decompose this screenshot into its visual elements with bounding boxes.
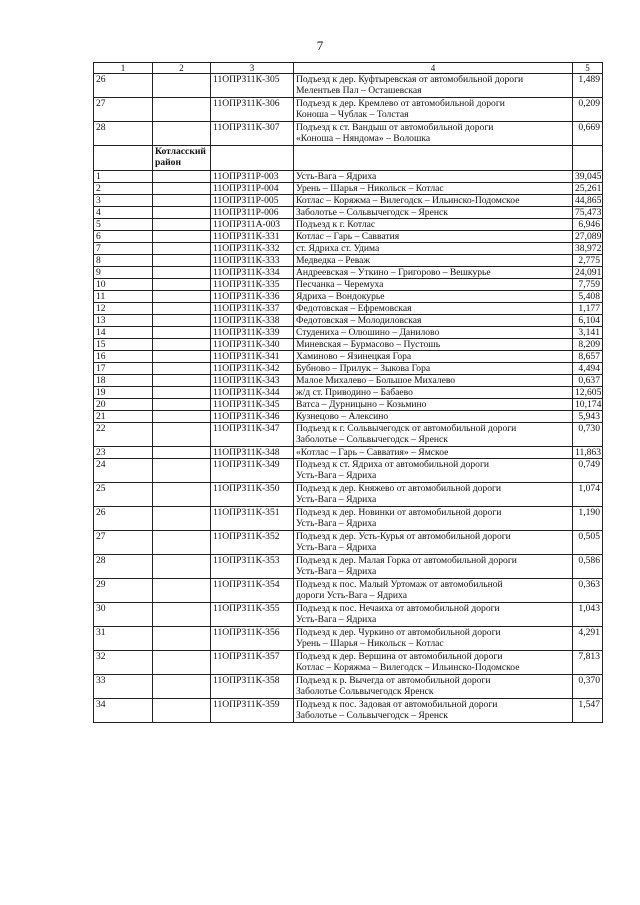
empty-cell [153, 531, 211, 555]
row-number: 9 [94, 267, 153, 279]
road-name-line: ж/д ст. Приводино – Бабаево [296, 387, 413, 398]
road-length: 4,291 [573, 627, 603, 651]
empty-cell [153, 363, 211, 375]
road-length: 1,547 [573, 699, 603, 723]
empty-cell [153, 507, 211, 531]
empty-cell [153, 291, 211, 303]
empty-cell [153, 339, 211, 351]
road-code: 11ОПРЗ11Р-005 [211, 195, 294, 207]
table-row [94, 219, 603, 231]
road-name-line: Усть-Вага – Ядриха [296, 494, 377, 505]
road-name-line: Заболотье – Сольвычегодск – Яренск [296, 710, 448, 721]
road-register-table [93, 62, 603, 723]
road-code: 11ОПРЗ11Р-004 [211, 183, 294, 195]
road-name-line: Подъезд к р. Вычегда от автомобильной дороги [296, 675, 491, 686]
road-name-line: Бубново – Прилук – Зыкова Гора [296, 363, 431, 374]
row-number: 28 [94, 122, 153, 146]
road-name [294, 315, 573, 327]
row-number: 30 [94, 603, 153, 627]
table-row [94, 171, 603, 183]
road-name [294, 651, 573, 675]
road-length: 0,730 [573, 423, 603, 447]
road-code: 11ОПРЗ11К-352 [211, 531, 294, 555]
table-row [94, 627, 603, 651]
road-name [294, 219, 573, 231]
table-row [94, 183, 603, 195]
table-row [94, 339, 603, 351]
road-name [294, 459, 573, 483]
road-code: 11ОПРЗ11А-003 [211, 219, 294, 231]
row-number: 8 [94, 255, 153, 267]
row-number: 10 [94, 279, 153, 291]
district-section [94, 146, 603, 171]
road-name [294, 375, 573, 387]
table-row [94, 399, 603, 411]
table-row [94, 447, 603, 459]
page-number: 7 [316, 38, 324, 53]
road-name-line: Усть-Вага – Ядриха [296, 470, 377, 481]
road-name-line: Подъезд к дер. Княжево от автомобильной дороги [296, 483, 502, 494]
column-header: 3 [211, 63, 294, 74]
road-length: 12,605 [573, 387, 603, 399]
road-name-line: Андреевская – Уткино – Григорово – Вешкурье [296, 267, 491, 278]
empty-cell [153, 195, 211, 207]
road-code: 11ОПРЗ11К-351 [211, 507, 294, 531]
road-code: 11ОПРЗ11К-335 [211, 279, 294, 291]
road-name-line: «Коноша – Няндома» – Волошка [296, 133, 431, 144]
empty-cell [153, 375, 211, 387]
empty-cell [153, 579, 211, 603]
road-length: 0,363 [573, 579, 603, 603]
road-length: 1,043 [573, 603, 603, 627]
road-name [294, 675, 573, 699]
row-number: 17 [94, 363, 153, 375]
road-code: 11ОПРЗ11К-358 [211, 675, 294, 699]
road-name [294, 255, 573, 267]
road-code: 11ОПРЗ11К-344 [211, 387, 294, 399]
road-code: 11ОПРЗ11К-341 [211, 351, 294, 363]
row-number: 19 [94, 387, 153, 399]
road-name-line: Подъезд к пос. Нечаиха от автомобильной дороги [296, 603, 500, 614]
row-number: 1 [94, 171, 153, 183]
row-number: 13 [94, 315, 153, 327]
road-length: 1,489 [573, 74, 603, 98]
table-row [94, 507, 603, 531]
empty-cell [153, 447, 211, 459]
road-name-line: Подъезд к пос. Малый Уртомаж от автомобильной [296, 579, 503, 590]
row-number: 27 [94, 98, 153, 122]
road-code: 11ОПРЗ11К-333 [211, 255, 294, 267]
road-name-line: Подъезд к дер. Кремлево от автомобильной дороги [296, 98, 505, 109]
road-length: 10,174 [573, 399, 603, 411]
road-code: 11ОПРЗ11К-354 [211, 579, 294, 603]
road-length: 5,943 [573, 411, 603, 423]
row-number: 15 [94, 339, 153, 351]
empty-cell [153, 399, 211, 411]
empty-cell [153, 423, 211, 447]
road-name-line: Кузнецово – Алексино [296, 411, 389, 422]
road-length: 1,190 [573, 507, 603, 531]
road-name-line: Ватса – Дурницыно – Козьмино [296, 399, 427, 410]
road-name [294, 579, 573, 603]
road-name [294, 399, 573, 411]
empty-cell [153, 122, 211, 146]
empty-cell [153, 459, 211, 483]
empty-cell [153, 231, 211, 243]
road-name-line: Подъезд к г. Сольвычегодск от автомобильной дороги [296, 423, 517, 434]
table-row [94, 327, 603, 339]
row-number: 29 [94, 579, 153, 603]
road-name [294, 122, 573, 146]
road-length: 8,657 [573, 351, 603, 363]
table-row [94, 74, 603, 98]
empty-cell [153, 411, 211, 423]
road-length: 1,177 [573, 303, 603, 315]
table-row [94, 363, 603, 375]
road-name-line: Хаминово – Язинецкая Гора [296, 351, 412, 362]
table-row [94, 411, 603, 423]
row-number: 16 [94, 351, 153, 363]
road-name-line: Студениха – Олюшино – Данилово [296, 327, 440, 338]
empty-cell [153, 651, 211, 675]
road-length: 27,089 [573, 231, 603, 243]
empty-cell [153, 675, 211, 699]
road-name [294, 98, 573, 122]
road-length: 0,209 [573, 98, 603, 122]
row-number: 12 [94, 303, 153, 315]
row-number: 26 [94, 74, 153, 98]
road-code: 11ОПРЗ11К-357 [211, 651, 294, 675]
row-number: 20 [94, 399, 153, 411]
road-name-line: Подъезд к пос. Задовая от автомобильной дороги [296, 699, 498, 710]
road-name-line: Подъезд к г. Котлас [296, 219, 376, 230]
district-header-row [94, 146, 603, 171]
road-name-line: Усть-Вага – Ядриха [296, 518, 377, 529]
road-name [294, 507, 573, 531]
table-row [94, 531, 603, 555]
table-row [94, 375, 603, 387]
table-row [94, 267, 603, 279]
table-row [94, 303, 603, 315]
empty-cell [153, 351, 211, 363]
road-length: 6,946 [573, 219, 603, 231]
road-name [294, 231, 573, 243]
road-name-line: Подъезд к дер. Чуркино от автомобильной дороги [296, 627, 501, 638]
empty-cell [94, 146, 153, 171]
road-code: 11ОПРЗ11К-337 [211, 303, 294, 315]
road-name [294, 195, 573, 207]
road-name-line: Котлас – Коряжма – Вилегодск – Ильинско-Подомское [296, 195, 520, 206]
road-name [294, 531, 573, 555]
row-number: 23 [94, 447, 153, 459]
table-row [94, 279, 603, 291]
road-name-line: ст. Ядриха ст. Удима [296, 243, 380, 254]
road-length: 0,586 [573, 555, 603, 579]
table-row [94, 699, 603, 723]
road-code: 11ОПРЗ11К-339 [211, 327, 294, 339]
road-length: 0,505 [573, 531, 603, 555]
road-code: 11ОПРЗ11К-332 [211, 243, 294, 255]
road-name [294, 387, 573, 399]
table-row [94, 675, 603, 699]
road-name [294, 291, 573, 303]
road-name-line: Подъезд к дер. Усть-Курья от автомобильной дороги [296, 531, 511, 542]
table-row [94, 555, 603, 579]
road-code: 11ОПРЗ11К-307 [211, 122, 294, 146]
road-name [294, 243, 573, 255]
road-length: 1,074 [573, 483, 603, 507]
row-number: 6 [94, 231, 153, 243]
row-number: 18 [94, 375, 153, 387]
road-name [294, 171, 573, 183]
road-length: 11,863 [573, 447, 603, 459]
road-name-line: Урень – Шарья – Никольск – Котлас [296, 183, 444, 194]
road-length: 7,813 [573, 651, 603, 675]
road-code: 11ОПРЗ11К-338 [211, 315, 294, 327]
road-length: 0,637 [573, 375, 603, 387]
road-name-line: Заболотье – Сольвычегодск – Яренск [296, 207, 448, 218]
road-name-line: Мелентьев Пал – Осташевская [296, 85, 422, 96]
table-row [94, 291, 603, 303]
road-name-line: Подъезд к дер. Куфтыревская от автомобильной дороги [296, 74, 524, 85]
empty-cell [153, 219, 211, 231]
road-name [294, 267, 573, 279]
road-length: 8,209 [573, 339, 603, 351]
row-number: 4 [94, 207, 153, 219]
road-name-line: Подъезд к ст. Ядриха от автомобильной дороги [296, 459, 490, 470]
row-number: 32 [94, 651, 153, 675]
column-header: 1 [94, 63, 153, 74]
road-length: 39,045 [573, 171, 603, 183]
empty-cell [153, 207, 211, 219]
row-number: 26 [94, 507, 153, 531]
row-number: 28 [94, 555, 153, 579]
road-name-line: Подъезд к дер. Новинки от автомобильной дороги [296, 507, 502, 518]
road-code: 11ОПРЗ11К-336 [211, 291, 294, 303]
table-row [94, 387, 603, 399]
table-row [94, 315, 603, 327]
road-length: 4,494 [573, 363, 603, 375]
empty-cell [153, 699, 211, 723]
road-name [294, 483, 573, 507]
road-name-line: Усть-Вага – Ядриха [296, 542, 377, 553]
road-name [294, 183, 573, 195]
table-row [94, 231, 603, 243]
road-name [294, 339, 573, 351]
empty-cell [153, 255, 211, 267]
road-name-line: Усть-Вага – Ядриха [296, 566, 377, 577]
road-name-line: Подъезд к дер. Малая Горка от автомобильной дороги [296, 555, 517, 566]
table-row [94, 603, 603, 627]
road-name-line: Усть-Вага – Ядриха [296, 614, 377, 625]
road-code: 11ОПРЗ11К-353 [211, 555, 294, 579]
road-name [294, 74, 573, 98]
row-number: 25 [94, 483, 153, 507]
road-length: 25,261 [573, 183, 603, 195]
row-number: 22 [94, 423, 153, 447]
empty-cell [153, 303, 211, 315]
road-length: 44,865 [573, 195, 603, 207]
row-number: 31 [94, 627, 153, 651]
road-name-line: Миневская – Бурмасово – Пустошь [296, 339, 441, 350]
table-row [94, 255, 603, 267]
column-header: 5 [573, 63, 603, 74]
table-row [94, 195, 603, 207]
road-name-line: Котлас – Коряжма – Вилегодск – Ильинско-Подомское [296, 662, 520, 673]
road-code: 11ОПРЗ11К-334 [211, 267, 294, 279]
road-name [294, 603, 573, 627]
empty-cell [153, 315, 211, 327]
road-name [294, 555, 573, 579]
row-number: 33 [94, 675, 153, 699]
road-code: 11ОПРЗ11Р-006 [211, 207, 294, 219]
column-header: 4 [294, 63, 573, 74]
row-number: 27 [94, 531, 153, 555]
road-name-line: дороги Усть-Вага – Ядриха [296, 590, 407, 601]
road-name [294, 627, 573, 651]
road-name [294, 363, 573, 375]
road-name [294, 699, 573, 723]
road-name [294, 447, 573, 459]
road-name-line: Федотовская – Ефремовская [296, 303, 412, 314]
road-code: 11ОПРЗ11К-305 [211, 74, 294, 98]
empty-cell [153, 98, 211, 122]
road-length: 7,759 [573, 279, 603, 291]
road-code: 11ОПРЗ11К-348 [211, 447, 294, 459]
road-name [294, 351, 573, 363]
road-code: 11ОПРЗ11К-346 [211, 411, 294, 423]
road-code: 11ОПРЗ11К-359 [211, 699, 294, 723]
road-code: 11ОПРЗ11К-342 [211, 363, 294, 375]
road-code: 11ОПРЗ11К-356 [211, 627, 294, 651]
empty-cell [153, 183, 211, 195]
district-name: Котласский район [153, 146, 211, 171]
road-name [294, 423, 573, 447]
row-number: 3 [94, 195, 153, 207]
row-number: 11 [94, 291, 153, 303]
table-row [94, 483, 603, 507]
road-name [294, 279, 573, 291]
empty-cell [153, 171, 211, 183]
empty-cell [153, 279, 211, 291]
road-code: 11ОПРЗ11К-306 [211, 98, 294, 122]
empty-cell [153, 555, 211, 579]
road-name [294, 327, 573, 339]
table-row [94, 207, 603, 219]
table-row [94, 423, 603, 447]
column-header-row [94, 63, 603, 74]
row-number: 24 [94, 459, 153, 483]
empty-cell [153, 387, 211, 399]
column-header: 2 [153, 63, 211, 74]
road-length: 6,104 [573, 315, 603, 327]
row-number: 34 [94, 699, 153, 723]
empty-cell [573, 146, 603, 171]
road-code: 11ОПРЗ11К-340 [211, 339, 294, 351]
road-name-line: Подъезд к ст. Вандыш от автомобильной дороги [296, 122, 494, 133]
road-code: 11ОПРЗ11К-347 [211, 423, 294, 447]
road-length: 3,141 [573, 327, 603, 339]
row-number: 2 [94, 183, 153, 195]
road-name-line: Котлас – Гарь – Савватия [296, 231, 400, 242]
road-name-line: Усть-Вага – Ядриха [296, 171, 377, 182]
row-number: 14 [94, 327, 153, 339]
empty-cell [153, 267, 211, 279]
empty-cell [153, 483, 211, 507]
road-name-line: Заболотье Сольвычегодск Яренск [296, 686, 434, 697]
road-length: 5,408 [573, 291, 603, 303]
road-length: 0,669 [573, 122, 603, 146]
empty-cell [211, 146, 294, 171]
empty-cell [153, 74, 211, 98]
road-code: 11ОПРЗ11Р-003 [211, 171, 294, 183]
road-name-line: Медведка – Реваж [296, 255, 371, 266]
road-length: 75,473 [573, 207, 603, 219]
road-code: 11ОПРЗ11К-349 [211, 459, 294, 483]
road-name-line: Заболотье – Сольвычегодск – Яренск [296, 434, 448, 445]
road-length: 24,091 [573, 267, 603, 279]
table-row [94, 98, 603, 122]
road-code: 11ОПРЗ11К-345 [211, 399, 294, 411]
table-row [94, 243, 603, 255]
road-code: 11ОПРЗ11К-355 [211, 603, 294, 627]
district-rows [94, 171, 603, 723]
road-name-line: Урень – Шарья – Никольск – Котлас [296, 638, 444, 649]
empty-cell [153, 243, 211, 255]
empty-cell [153, 627, 211, 651]
row-number: 7 [94, 243, 153, 255]
road-name-line: Коноша – Чублак – Толстая [296, 109, 409, 120]
road-name-line: Федотовская – Молодиловская [296, 315, 422, 326]
road-name [294, 303, 573, 315]
road-name [294, 207, 573, 219]
road-length: 0,370 [573, 675, 603, 699]
road-name-line: «Котлас – Гарь – Савватия» – Ямское [296, 447, 449, 458]
row-number: 21 [94, 411, 153, 423]
previous-district-rows [94, 74, 603, 146]
road-code: 11ОПРЗ11К-343 [211, 375, 294, 387]
road-length: 0,749 [573, 459, 603, 483]
table-row [94, 651, 603, 675]
table-row [94, 122, 603, 146]
road-code: 11ОПРЗ11К-331 [211, 231, 294, 243]
road-code: 11ОПРЗ11К-350 [211, 483, 294, 507]
road-length: 38,972 [573, 243, 603, 255]
row-number: 5 [94, 219, 153, 231]
road-name-line: Ядриха – Вондокурье [296, 291, 385, 302]
road-name-line: Малое Михалево – Большое Михалево [296, 375, 456, 386]
table-row [94, 579, 603, 603]
empty-cell [153, 603, 211, 627]
road-name-line: Подъезд к дер. Вершина от автомобильной дороги [296, 651, 503, 662]
road-name-line: Песчанка – Черемуха [296, 279, 384, 290]
table-row [94, 459, 603, 483]
road-length: 2,775 [573, 255, 603, 267]
empty-cell [153, 327, 211, 339]
table-row [94, 351, 603, 363]
empty-cell [294, 146, 573, 171]
road-name [294, 411, 573, 423]
